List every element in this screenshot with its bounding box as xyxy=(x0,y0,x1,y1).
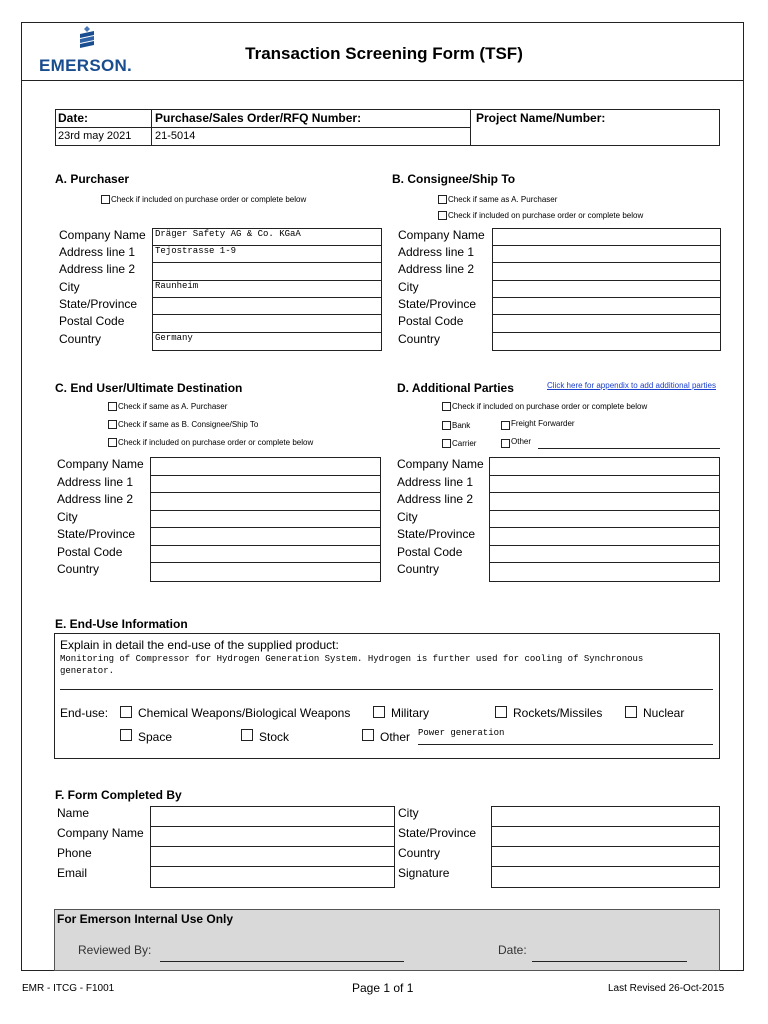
field-label: Country xyxy=(397,562,440,576)
logo-text: EMERSON. xyxy=(39,56,133,75)
page-number: Page 1 of 1 xyxy=(352,981,414,995)
end_user-input[interactable] xyxy=(150,545,381,563)
section-d-title: D. Additional Parties xyxy=(397,381,514,395)
page-title: Transaction Screening Form (TSF) xyxy=(245,44,523,63)
freight-checkbox[interactable] xyxy=(501,421,510,430)
consignee-po-checkbox[interactable] xyxy=(438,211,447,220)
end_user-input[interactable] xyxy=(150,562,381,582)
answer-underline xyxy=(60,689,713,690)
end_user-input[interactable] xyxy=(150,457,381,476)
additional-input[interactable] xyxy=(489,562,720,582)
field-label: Company Name xyxy=(398,228,485,242)
field-label: Address line 1 xyxy=(59,245,136,259)
consignee-same-checkbox[interactable] xyxy=(438,195,447,204)
other-use-label: Other xyxy=(380,730,411,744)
enduser-po-label: Check if included on purchase order or complete below xyxy=(118,438,314,447)
space-checkbox[interactable] xyxy=(120,729,132,741)
field-label: Company Name xyxy=(57,457,144,471)
completed-left-input[interactable] xyxy=(150,806,395,827)
enduser-same-b-label: Check if same as B. Consignee/Ship To xyxy=(118,420,259,429)
completed-left-input[interactable] xyxy=(150,826,395,847)
chem-label: Chemical Weapons/Biological Weapons xyxy=(138,706,351,720)
end_user-input[interactable] xyxy=(150,510,381,528)
field-label: City xyxy=(398,280,419,294)
purchaser-input[interactable]: Raunheim xyxy=(152,280,382,298)
field-label: Address line 2 xyxy=(59,262,136,276)
purchaser-po-label: Check if included on purchase order or complete below xyxy=(111,195,307,204)
section-f-title: F. Form Completed By xyxy=(55,788,182,802)
po-label: Purchase/Sales Order/RFQ Number: xyxy=(155,111,362,125)
field-label: Address line 1 xyxy=(398,245,475,259)
po-value[interactable]: 21-5014 xyxy=(155,130,196,142)
enduser-po-checkbox[interactable] xyxy=(108,438,117,447)
project-label: Project Name/Number: xyxy=(476,111,606,125)
field-label: State/Province xyxy=(397,527,476,541)
consignee-input[interactable] xyxy=(492,228,721,246)
additional-input[interactable] xyxy=(489,492,720,511)
purchaser-input[interactable] xyxy=(152,297,382,315)
purchaser-input[interactable] xyxy=(152,314,382,333)
additional-input[interactable] xyxy=(489,457,720,476)
other-use-checkbox[interactable] xyxy=(362,729,374,741)
additional-input[interactable] xyxy=(489,527,720,546)
internal-date-input[interactable] xyxy=(532,961,687,962)
field-label: Address line 2 xyxy=(398,262,475,276)
bank-checkbox[interactable] xyxy=(442,421,451,430)
date-value[interactable]: 23rd may 2021 xyxy=(58,130,132,142)
completed-right-label: City xyxy=(398,806,419,820)
reviewed-input[interactable] xyxy=(160,961,404,962)
stock-label: Stock xyxy=(259,730,290,744)
end-use-answer[interactable]: Monitoring of Compressor for Hydrogen Generation System. Hydrogen is further used for cooling of Synchronous generator. xyxy=(60,654,644,676)
field-label: Company Name xyxy=(397,457,484,471)
additional-input[interactable] xyxy=(489,545,720,563)
other-party-label: Other xyxy=(511,437,532,446)
completed-left-input[interactable] xyxy=(150,846,395,867)
field-label: Address line 1 xyxy=(397,475,474,489)
completed-right-input[interactable] xyxy=(491,846,720,867)
end_user-input[interactable] xyxy=(150,475,381,493)
field-label: Country xyxy=(57,562,100,576)
purchaser-po-checkbox[interactable] xyxy=(101,195,110,204)
section-c-title: C. End User/Ultimate Destination xyxy=(55,381,243,395)
carrier-checkbox[interactable] xyxy=(442,439,451,448)
divider xyxy=(470,109,471,146)
field-label: Country xyxy=(59,332,102,346)
last-revised: Last Revised 26-Oct-2015 xyxy=(608,983,725,994)
completed-left-label: Phone xyxy=(57,846,92,860)
completed-right-input[interactable] xyxy=(491,806,720,827)
date-label: Date: xyxy=(58,111,89,125)
end-use-label: End-use: xyxy=(60,706,109,720)
other-party-checkbox[interactable] xyxy=(501,439,510,448)
enduser-same-a-label: Check if same as A. Purchaser xyxy=(118,402,228,411)
rockets-checkbox[interactable] xyxy=(495,706,507,718)
header-divider xyxy=(21,80,744,81)
purchaser-input[interactable] xyxy=(152,262,382,281)
bank-label: Bank xyxy=(452,421,471,430)
other-use-input[interactable]: Power generation xyxy=(418,728,713,745)
internal-date-label: Date: xyxy=(498,943,527,957)
field-label: State/Province xyxy=(57,527,136,541)
purchaser-input[interactable]: Dräger Safety AG & Co. KGaA xyxy=(152,228,382,246)
field-label: City xyxy=(57,510,78,524)
completed-right-label: Signature xyxy=(398,866,450,880)
consignee-input[interactable] xyxy=(492,245,721,263)
additional-po-checkbox[interactable] xyxy=(442,402,451,411)
field-label: Company Name xyxy=(59,228,146,242)
rockets-label: Rockets/Missiles xyxy=(513,706,603,720)
consignee-input[interactable] xyxy=(492,297,721,315)
chem-checkbox[interactable] xyxy=(120,706,132,718)
explain-label: Explain in detail the end-use of the supplied product: xyxy=(60,638,339,652)
consignee-same-label: Check if same as A. Purchaser xyxy=(448,195,558,204)
purchaser-input[interactable]: Tejostrasse 1-9 xyxy=(152,245,382,263)
field-label: Address line 2 xyxy=(57,492,134,506)
section-b-title: B. Consignee/Ship To xyxy=(392,172,516,186)
field-label: Postal Code xyxy=(398,314,464,328)
field-label: State/Province xyxy=(59,297,138,311)
consignee-input[interactable] xyxy=(492,280,721,298)
field-label: Postal Code xyxy=(59,314,125,328)
completed-left-input[interactable] xyxy=(150,866,395,888)
nuclear-label: Nuclear xyxy=(643,706,685,720)
field-label: Postal Code xyxy=(57,545,123,559)
consignee-input[interactable] xyxy=(492,262,721,281)
space-label: Space xyxy=(138,730,173,744)
consignee-input[interactable] xyxy=(492,314,721,333)
purchaser-input[interactable]: Germany xyxy=(152,332,382,351)
internal-title: For Emerson Internal Use Only xyxy=(57,912,234,926)
enduser-same-b-checkbox[interactable] xyxy=(108,420,117,429)
end_user-input[interactable] xyxy=(150,527,381,546)
completed-left-label: Email xyxy=(57,866,88,880)
completed-right-label: State/Province xyxy=(398,826,477,840)
additional-po-label: Check if included on purchase order or complete below xyxy=(452,402,648,411)
divider xyxy=(55,127,470,128)
consignee-po-label: Check if included on purchase order or complete below xyxy=(448,211,644,220)
enduser-same-a-checkbox[interactable] xyxy=(108,402,117,411)
military-checkbox[interactable] xyxy=(373,706,385,718)
form-code: EMR - ITCG - F1001 xyxy=(22,983,115,994)
section-e-title: E. End-Use Information xyxy=(55,617,188,631)
completed-left-label: Name xyxy=(57,806,90,820)
field-label: City xyxy=(397,510,418,524)
end_user-input[interactable] xyxy=(150,492,381,511)
field-label: State/Province xyxy=(398,297,477,311)
section-a-title: A. Purchaser xyxy=(55,172,130,186)
appendix-link[interactable]: Click here for appendix to add additional parties xyxy=(547,381,716,390)
completed-right-input[interactable] xyxy=(491,866,720,888)
freight-label: Freight Forwarder xyxy=(511,419,575,428)
completed-right-input[interactable] xyxy=(491,826,720,847)
reviewed-label: Reviewed By: xyxy=(78,943,152,957)
military-label: Military xyxy=(391,706,429,720)
field-label: City xyxy=(59,280,80,294)
completed-left-label: Company Name xyxy=(57,826,144,840)
field-label: Country xyxy=(398,332,441,346)
field-label: Address line 1 xyxy=(57,475,134,489)
stock-checkbox[interactable] xyxy=(241,729,253,741)
nuclear-checkbox[interactable] xyxy=(625,706,637,718)
completed-right-label: Country xyxy=(398,846,441,860)
other-party-input[interactable] xyxy=(538,437,720,449)
additional-input[interactable] xyxy=(489,510,720,528)
additional-input[interactable] xyxy=(489,475,720,493)
carrier-label: Carrier xyxy=(452,439,477,448)
consignee-input[interactable] xyxy=(492,332,721,351)
field-label: Postal Code xyxy=(397,545,463,559)
field-label: Address line 2 xyxy=(397,492,474,506)
